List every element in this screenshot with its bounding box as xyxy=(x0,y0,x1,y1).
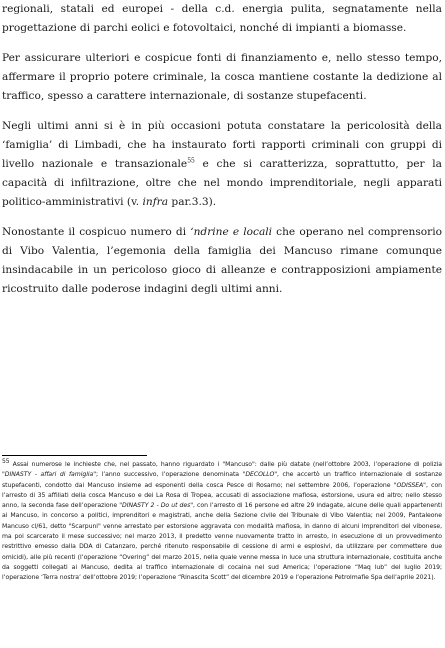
paragraph-1 xyxy=(2,0,442,38)
paragraph-2-text: Per assicurare ulteriori e cospicue fonti di finanziamento e, nello stesso tempo, affermare il proprio potere criminale, la cosca mantiene costante la dedizione al traffico, spesso a carattere internazionale, di sostanze stupefacenti. xyxy=(2,52,442,102)
paragraph-3-text-c: par.3.3). xyxy=(168,196,217,208)
footnote-text-5: , con l’arresto di 16 persone ed altre 29 indagate, alcune delle quali appartenenti ai Mancuso, in concorso a politici, imprenditori e magistrati, anche della Sezione civile del Tribunale di Vibo Valentia; nel 2009, Pantaleone Mancuso cl/61, detto "Scarpuni" venne arrestato per estorsione aggravata con modalità mafiosa, in danno di alcuni imprenditori del vibonese, ma poi scarcerato il mese successivo; nel marzo 2013, il predetto venne nuovamente tratto in arresto, in esecuzione di un provvedimento restrittivo emesso dalla DDA di Catanzaro, perché ritenuto responsabile di cessione di armi e esplosivi, da utilizzare per commettere due omicidi), alle più recenti (l’operazione “Overing” del marzo 2015, nella quale venne messa in luce una struttura internazionale, costituita anche da soggetti collegati ai Mancuso, dedita al traffico internazionale di cocaina nel sud America; l’operazione “Maq lub” del luglio 2019; l’operazione ‘Terra nostra’ dell’ottobre 2019; l’operazione “Rinascita Scott” del dicembre 2019 e l’operazione Petrolmafie Spa dell’aprile 2021). xyxy=(2,502,442,582)
footnote-text-2: ; l’anno successivo, l’operazione denominata xyxy=(96,471,243,479)
main-text xyxy=(2,0,442,299)
paragraph-4 xyxy=(2,223,442,299)
footnote-55 xyxy=(2,457,442,584)
footnote-italic-4: "DINASTY 2 - Do ut des" xyxy=(119,502,194,510)
footnote-reference[interactable]: 55 xyxy=(187,157,195,165)
footnote-italic-2: "DECOLLO" xyxy=(242,471,278,479)
footnote-text-4: , con l’arresto di 35 affiliati della cosca Mancuso e dei La Rosa di Tropea, accusati di associazione mafiosa, estorsione, usura ed altro; nello stesso anno, la seconda fase dell’operazione xyxy=(2,481,442,510)
footnote-italic-1: "DINASTY - affari di famiglia" xyxy=(2,471,97,479)
paragraph-4-text-a: Nonostante il cospicuo numero di xyxy=(2,226,191,238)
footnote-text-1: Assai numerose le inchieste che, nel passato, hanno riguardato i "Mancuso": dalle più datate (nell’ottobre 2003, l’operazione di polizia xyxy=(9,461,442,468)
paragraph-4-italic: ‘ndrine e locali xyxy=(190,226,273,238)
paragraph-3 xyxy=(2,117,442,212)
paragraph-3-italic: infra xyxy=(142,196,169,208)
paragraph-3-text-a: Negli ultimi anni si è in più occasioni potuta constatare la pericolosità della ‘famiglia’ di Limbadi, che ha instaurato forti rapporti criminali con gruppi di livello nazionale e transazionale xyxy=(2,120,442,170)
footnote-number: 55 xyxy=(2,457,10,465)
footnote-text-3: , che accertò un traffico internazionale di sostanze stupefacenti, condotto dai Mancuso insieme ad esponenti della cosca Pesce di Rosarno; nel settembre 2006, l’operazione xyxy=(2,471,442,489)
footnote-italic-3: "ODISSEA" xyxy=(393,481,426,489)
paragraph-1-text: regionali, statali ed europei - della c.d. energia pulita, segnatamente nella progettazione di parchi eolici e fotovoltaici, nonché di impianti a biomasse. xyxy=(2,3,442,34)
footnote xyxy=(2,457,442,584)
paragraph-2 xyxy=(2,49,442,106)
footnote-separator xyxy=(2,455,147,456)
paragraph-3-text-b: e che si caratterizza, soprattutto, per la capacità di infiltrazione, oltre che nel mondo imprenditoriale, negli apparati politico-amministrativi (v. xyxy=(2,158,442,208)
paragraph-4-text-b: che operano nel comprensorio di Vibo Valentia, l’egemonia della famiglia dei Mancuso rimane comunque insindacabile in un pericoloso gioco di alleanze e contrapposizioni ampiamente ricostruito dalle poderose indagini degli ultimi anni. xyxy=(2,226,442,295)
